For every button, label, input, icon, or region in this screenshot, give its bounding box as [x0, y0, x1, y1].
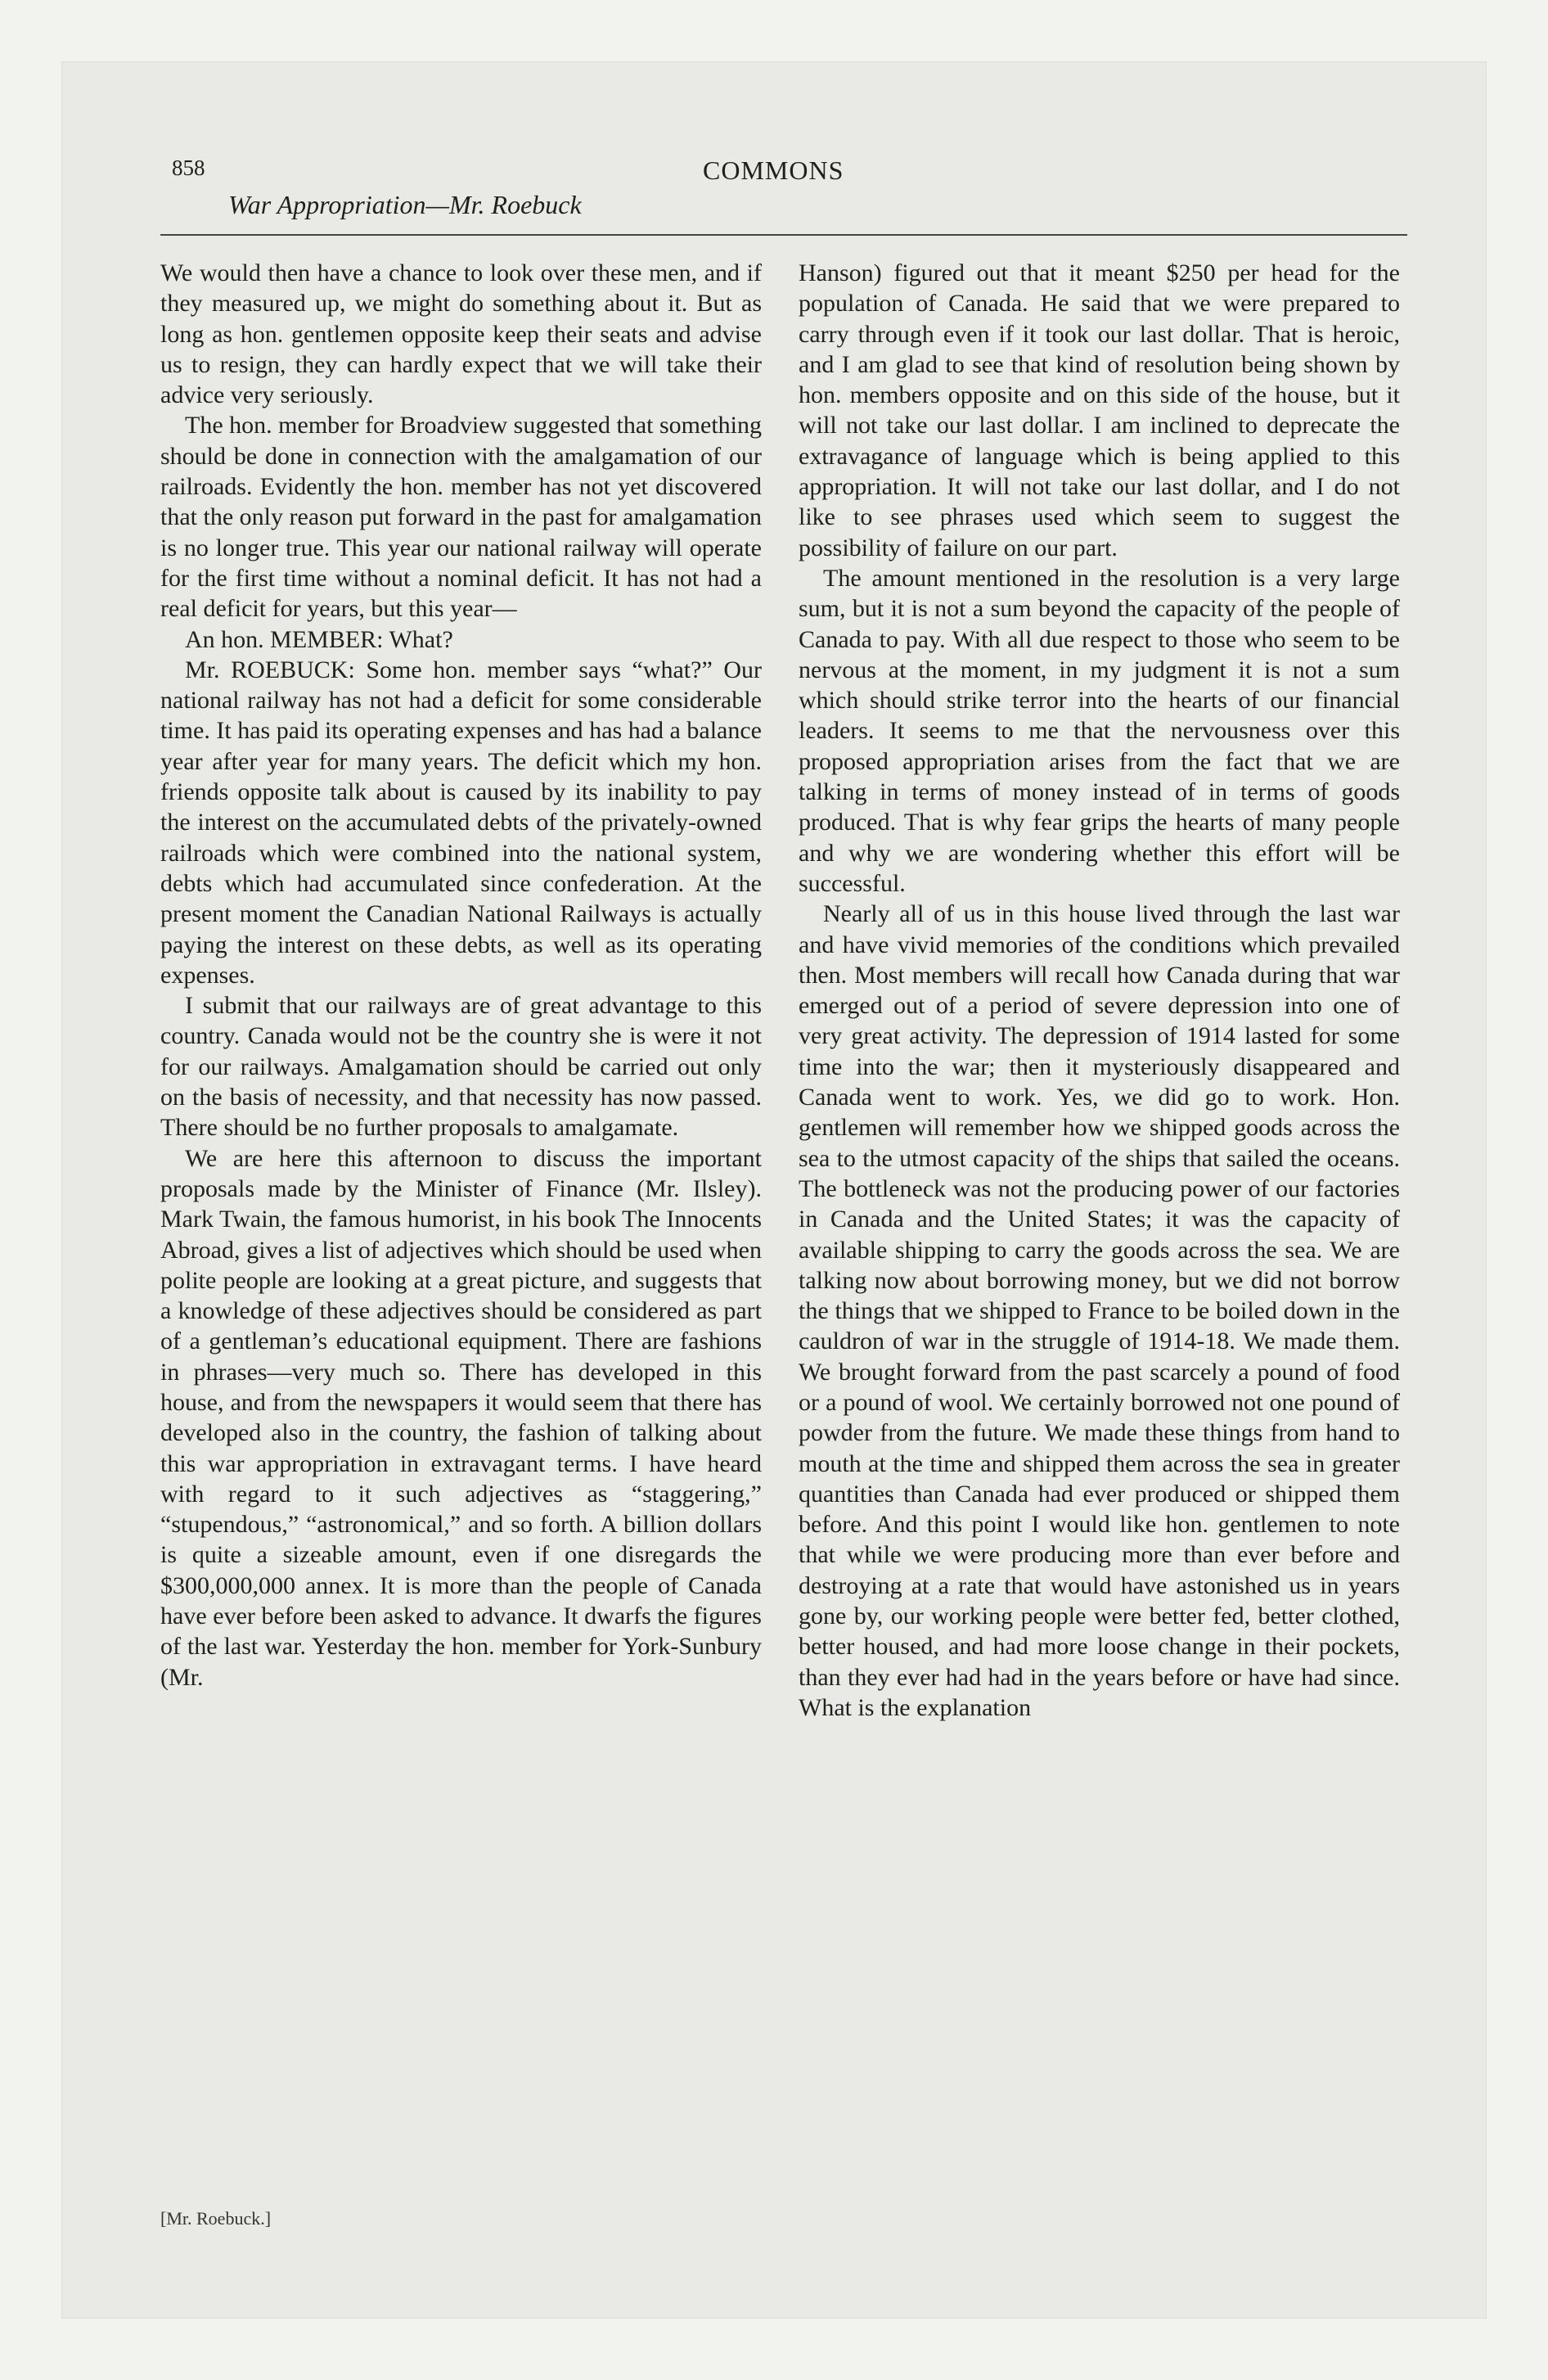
paragraph: I submit that our railways are of great advantage to this country. Canada would not be the country she is were it not for our railways. Amalgamation should be carried out only on the basis of necessity, and that necessity has now passed. There should be no further proposals to amalgamate.	[160, 992, 762, 1142]
right-column	[799, 258, 1400, 1723]
running-title: War Appropriation—Mr. Roebuck	[228, 190, 582, 219]
left-column	[160, 258, 762, 1693]
header-rule	[160, 234, 1407, 236]
paragraph: We would then have a chance to look over these men, and if they measured up, we might do something about it. But as long as hon. gentlemen opposite keep their seats and advise us to resign, they can hardly expect that we will take their advice very seriously.	[160, 259, 762, 409]
paragraph: The amount mentioned in the resolution is a very large sum, but it is not a sum beyond the capacity of the people of Canada to pay. With all due respect to those who seem to be nervous at the moment, in my judgment it is not a sum which should strike terror into the hearts of our financial leaders. It seems to me that the nervousness over this proposed appropriation arises from the fact that we are talking in terms of money instead of in terms of goods produced. That is why fear grips the hearts of many people and why we are wondering whether this effort will be successful.	[799, 564, 1400, 897]
page-number: 858	[172, 156, 205, 180]
paragraph: Hanson) figured out that it meant $250 per head for the population of Canada. He said that we were prepared to carry through even if it took our last dollar. That is heroic, and I am glad to see that kind of resolution being shown by hon. members opposite and on this side of the house, but it will not take our last dollar. I am inclined to deprecate the extravagance of language which is being applied to this appropriation. It will not take our last dollar, and I do not like to see phrases used which seem to suggest the possibility of failure on our part.	[799, 259, 1400, 561]
speaker-footnote: [Mr. Roebuck.]	[160, 2208, 272, 2229]
page-header	[97, 156, 1406, 237]
paragraph: An hon. MEMBER: What?	[185, 625, 453, 653]
paragraph: Mr. ROEBUCK: Some hon. member says “what?” Our national railway has not had a deficit for some considerable time. It has paid its operating expenses and has had a balance year after year for many years. The deficit which my hon. friends opposite talk about is caused by its inability to pay the interest on the accumulated debts of the privately-owned railroads which were combined into the national system, debts which had accumulated since confederation. At the present moment the Canadian National Railways is actually paying the interest on these debts, as well as its operating expenses.	[160, 656, 762, 989]
paragraph: The hon. member for Broadview suggested that something should be done in connection with the amalgamation of our railroads. Evidently the hon. member has not yet discovered that the only reason put forward in the past for amalgamation is no longer true. This year our national railway will operate for the first time without a nominal deficit. It has not had a real deficit for years, but this year—	[160, 412, 762, 623]
paragraph: We are here this afternoon to discuss the important proposals made by the Minister of Finance (Mr. Ilsley). Mark Twain, the famous humorist, in his book The Innocents Abroad, gives a list of adjectives which should be used when polite people are looking at a great picture, and suggests that a knowledge of these adjectives should be considered as part of a gentleman’s educational equipment. There are fashions in phrases—very much so. There has developed in this house, and from the newspapers it would seem that there has developed also in the country, the fashion of talking about this war appropriation in extravagant terms. I have heard with regard to it such adjectives as “staggering,” “stupendous,” “astronomical,” and so forth. A billion dollars is quite a sizeable amount, even if one disregards the $300,000,000 annex. It is more than the people of Canada have ever before been asked to advance. It dwarfs the figures of the last war. Yesterday the hon. member for York-Sunbury (Mr.	[160, 1144, 762, 1691]
chamber-title: COMMONS	[703, 156, 844, 185]
paragraph: Nearly all of us in this house lived through the last war and have vivid memories of the conditions which prevailed then. Most members will recall how Canada during that war emerged out of a period of severe depression into one of very great activity. The depression of 1914 lasted for some time into the war; then it mysteriously disappeared and Canada went to work. Yes, we did go to work. Hon. gentlemen will remember how we shipped goods across the sea to the utmost capacity of the ships that sailed the oceans. The bottleneck was not the producing power of our factories in Canada and the United States; it was the capacity of available shipping to carry the goods across the sea. We are talking now about borrowing money, but we did not borrow the things that we shipped to France to be boiled down in the cauldron of war in the struggle of 1914-18. We made them. We brought forward from the past scarcely a pound of food or a pound of wool. We certainly borrowed not one pound of powder from the future. We made these things from hand to mouth at the time and shipped them across the sea in greater quantities than Canada had ever produced or shipped them before. And this point I would like hon. gentlemen to note that while we were producing more than ever before and destroying at a rate that would have astonished us in years gone by, our working people were better fed, better clothed, better housed, and had more loose change in their pockets, than they ever had had in the years before or have had since. What is the explanation	[799, 900, 1400, 1721]
